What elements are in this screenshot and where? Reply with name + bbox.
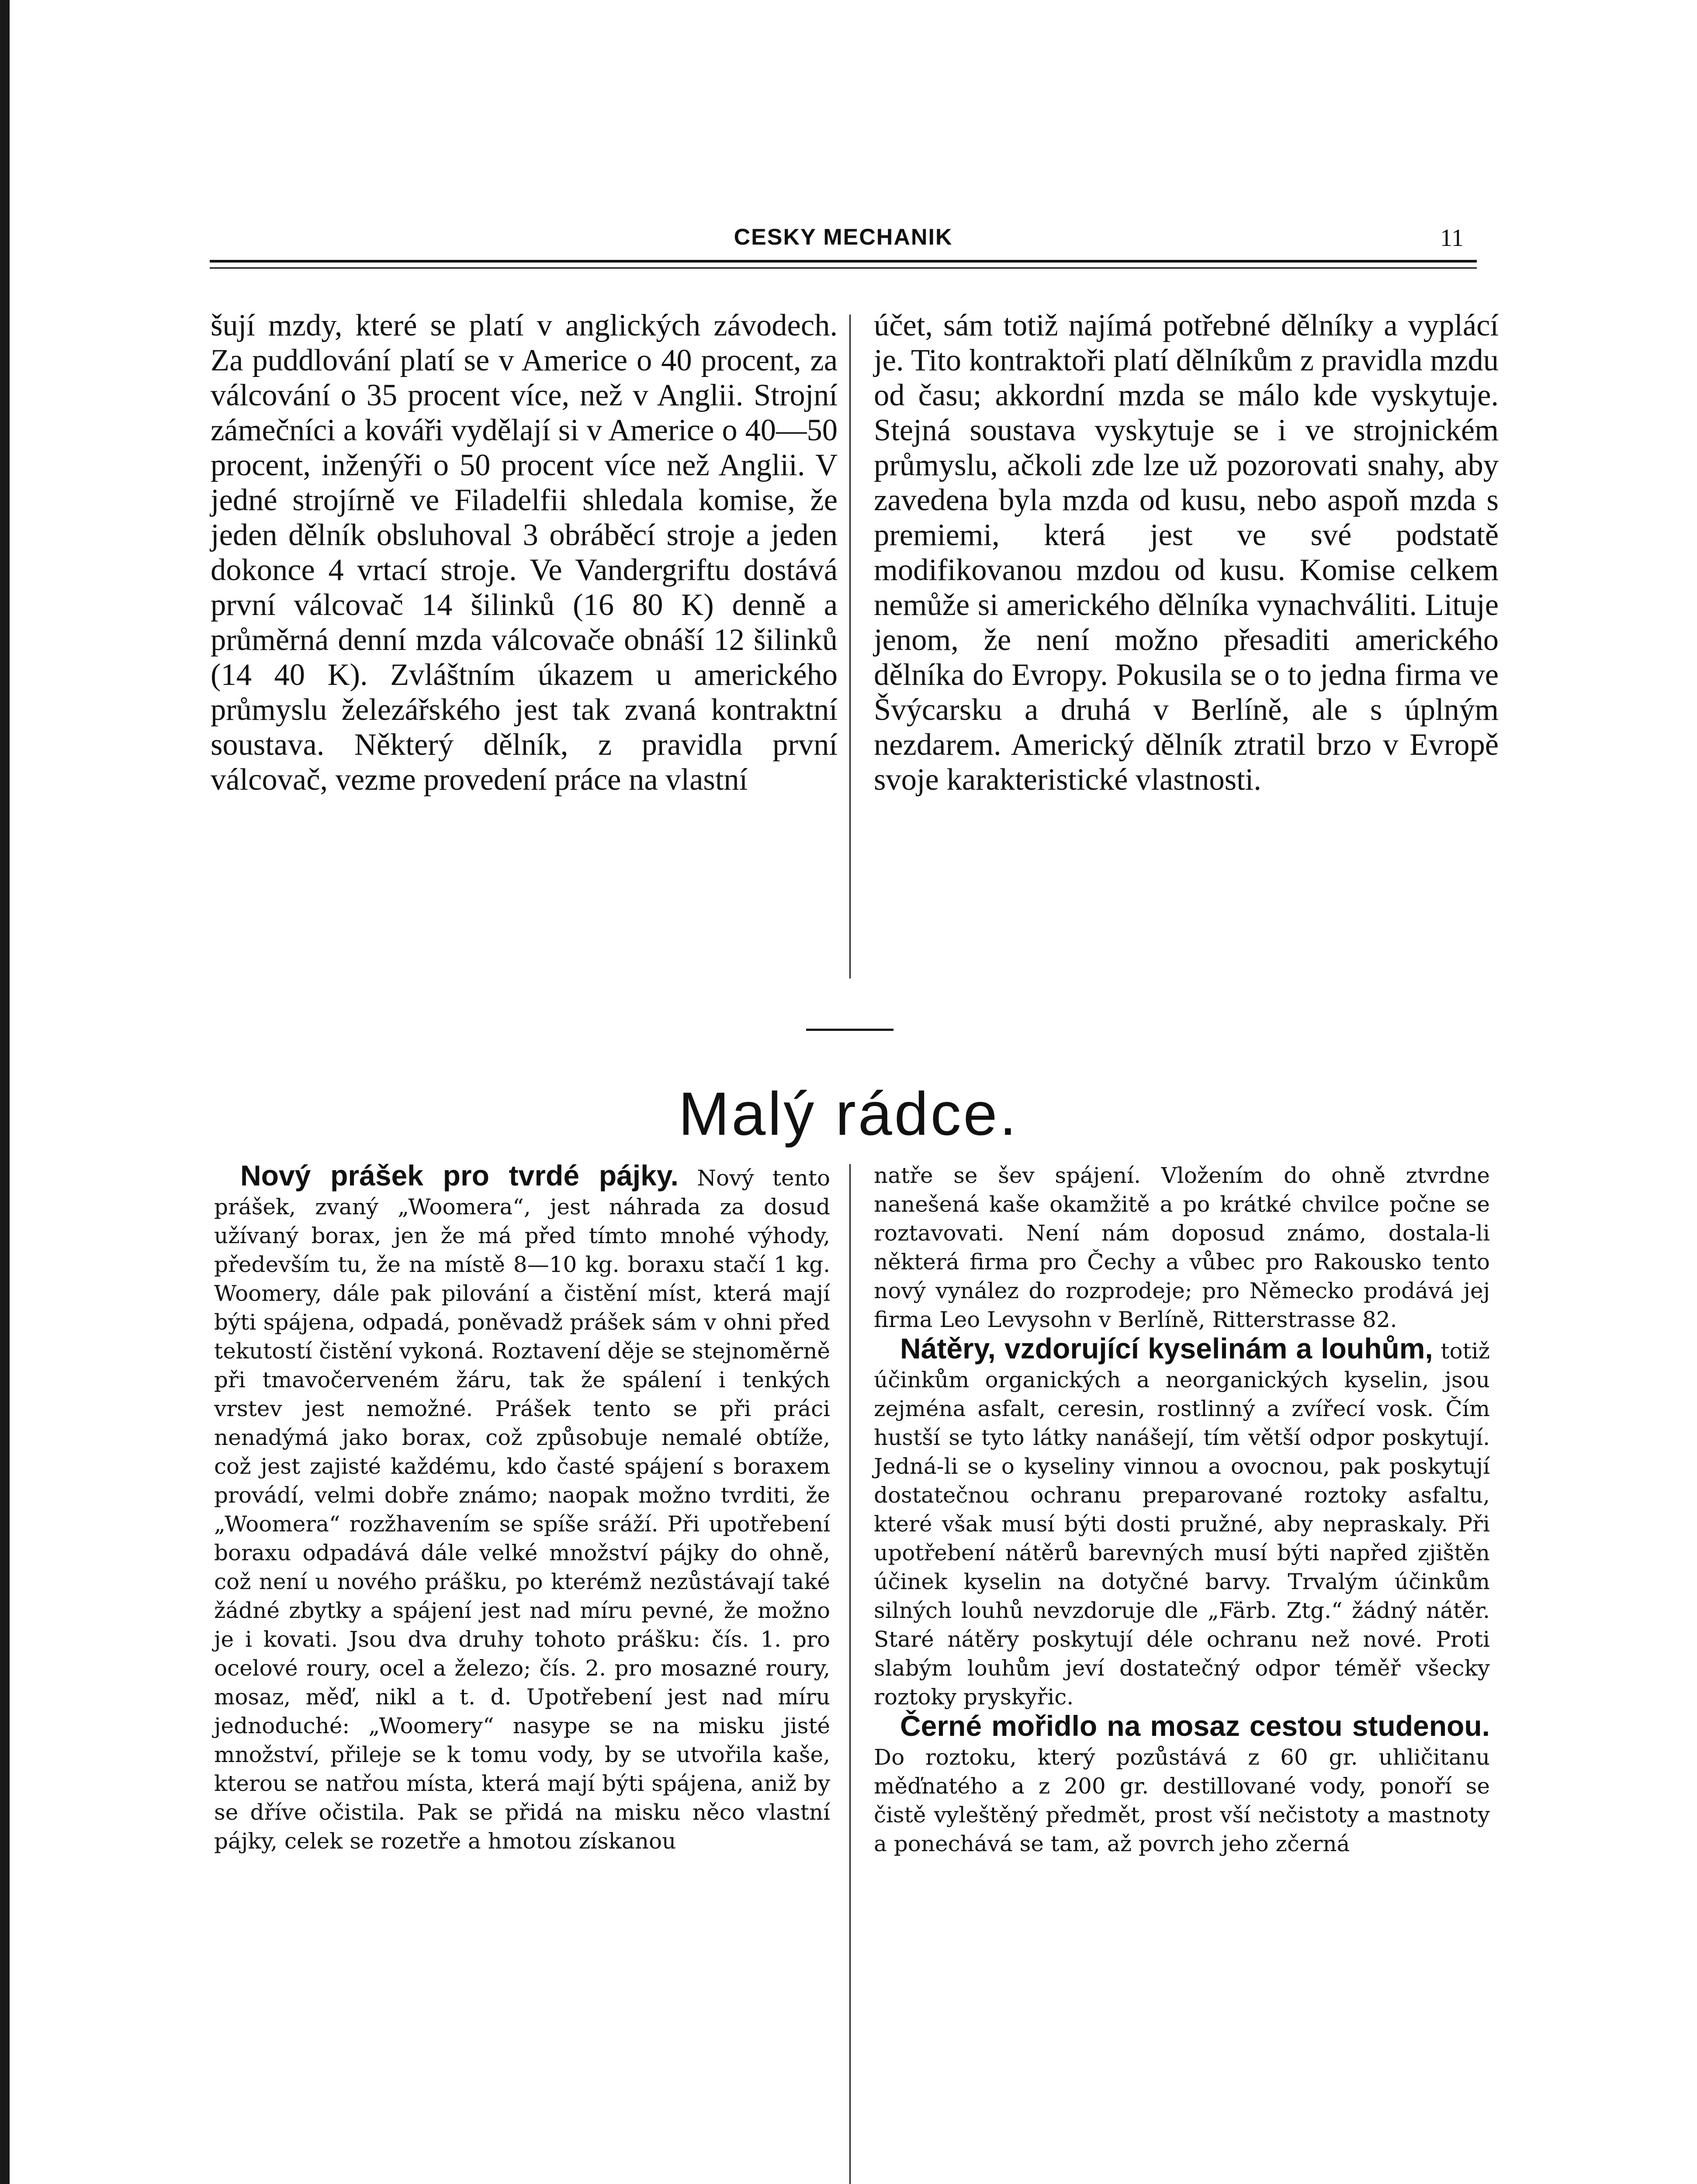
header-rule-bottom bbox=[210, 267, 1477, 269]
running-title: CESKY MECHANIK bbox=[734, 225, 953, 250]
item-text-black-stain: Do roztoku, který pozůstává z 60 gr. uhličitanu měďnatého a z 200 gr. destillované vody, ponoří se čistě vyleštěný předmět, prost vší nečistoty a mastnoty a ponechává se tam, až povrch jeho zčerná bbox=[874, 1745, 1490, 1856]
item-woomera-continued: natře se šev spájení. Vložením do ohně ztvrdne nanešená kaše okamžitě a po krátké chvilce počne se roztavovati. Není nám doposud známo, dostala-li některá firma pro Čechy a vůbec pro Rakousko tento nový vynález do rozprodeje; pro Německo prodává jej firma Leo Levysohn v Berlíně, Ritterstrasse 82. bbox=[874, 1163, 1490, 1332]
column-divider-top bbox=[849, 314, 851, 978]
left-column-bottom bbox=[214, 1161, 830, 1856]
item-heading-black-stain: Černé mořidlo na mosaz cestou studenou. bbox=[900, 1710, 1490, 1742]
column-divider-bottom bbox=[849, 1164, 851, 2184]
article-right-column: účet, sám totiž najímá potřebné dělníky a vyplácí je. Tito kontraktoři platí dělníkům z pravidla mzdu od času; akkordní mzda se málo kde vyskytuje. Stejná soustava vyskytuje se i ve strojnickém průmyslu, ačkoli zde lze už pozorovati snahy, aby zavedena byla mzda od kusu, nebo aspoň mzda s premiemi, která jest ve své podstatě modifikovanou mzdou od kusu. Komise celkem nemůže si amerického dělníka vynachváliti. Lituje jenom, že není možno přesaditi amerického dělníka do Evropy. Pokusila se o to jedna firma ve Švýcarsku a druhá v Berlíně, ale s úplným nezdarem. Americký dělník ztratil brzo v Evropě svoje karakteristické vlastnosti. bbox=[874, 308, 1499, 797]
page-header bbox=[210, 221, 1477, 256]
item-heading-coatings: Nátěry, vzdorující kyselinám a louhům, bbox=[900, 1332, 1433, 1365]
item-text-coatings: totiž účinkům organických a neorganických kyselin, jsou zejména asfalt, ceresin, rostlinný a zvířecí vosk. Čím hustší se tyto látky nanášejí, tím větší odpor poskytují. Jedná-li se o kyseliny vinnou a ovocnou, pak poskytují dostatečnou ochranu preparované roztoky asfaltu, které však musí býti dosti pružné, aby nepraskaly. Při upotřebení nátěrů barevných musí býti napřed zjištěn účinek kyselin na dotyčné barvy. Trvalým účinkům silných louhů nevzdoruje dle „Färb. Ztg.“ žádný nátěr. Staré nátěry poskytují déle ochranu než nové. Proti slabým louhům jeví dostatečný odpor téměř všecky roztoky pryskyřic. bbox=[874, 1338, 1490, 1710]
item-black-stain bbox=[874, 1711, 1490, 1858]
page-number: 11 bbox=[1440, 225, 1464, 252]
item-coatings bbox=[874, 1334, 1490, 1711]
item-text-woomera: Nový tento prášek, zvaný „Woomera“, jest náhrada za dosud užívaný borax, jen že má před tímto mnohé výhody, především tu, že na místě 8—10 kg. boraxu stačí 1 kg. Woomery, dále pak pilování a čistění míst, která mají býti spájena, odpadá, poněvadž prášek sám v ohni před tekutostí čistění vykoná. Roztavení děje se stejnoměrně při tmavočerveném žáru, tak že spálení i tenkých vrstev jest nemožné. Prášek tento se při práci nenadýmá jako borax, což způsobuje nemalé obtíže, což jest zajisté každému, kdo časté spájení s boraxem provádí, velmi dobře známo; naopak možno tvrditi, že „Woomera“ rozžhavením se spíše sráží. Při upotřebení boraxu odpadává dále velké množství pájky do ohně, což není u nového prášku, po kterémž nezůstávají také žádné zbytky a spájení jest nad míru pevné, že možno je i kovati. Jsou dva druhy tohoto prášku: čís. 1. pro ocelové roury, ocel a železo; čís. 2. pro mosazné roury, mosaz, měď, nikl a t. d. Upotřebení jest nad míru jednoduché: „Woomery“ nasype se na misku jisté množství, přileje se k tomu vody, by se utvořila kaše, kterou se natřou místa, která mají býti spájena, aniž by se dříve očistila. Pak se přidá na misku něco vlastní pájky, celek se rozetře a hmotou získanou bbox=[214, 1165, 830, 1854]
article-left-column: šují mzdy, které se platí v anglických závodech. Za puddlování platí se v Americe o 40 procent, za válcování o 35 procent více, než v Anglii. Strojní zámečníci a kováři vydělají si v Americe o 40—50 procent, inženýři o 50 procent více než Anglii. V jedné strojírně ve Filadelfii shledala komise, že jeden dělník obsluhoval 3 obráběcí stroje a jeden dokonce 4 vrtací stroje. Ve Vandergriftu dostává první válcovač 14 šilinků (16 80 K) denně a průměrná denní mzda válcovače obnáší 12 šilinků (14 40 K). Zvláštním úkazem u amerického průmyslu železářského jest tak zvaná kontraktní soustava. Některý dělník, z pravidla první válcovač, vezme provedení práce na vlastní bbox=[211, 308, 838, 797]
right-column-bottom bbox=[874, 1161, 1490, 1858]
item-woomera bbox=[214, 1161, 830, 1856]
section-title: Malý rádce. bbox=[678, 1079, 1019, 1148]
section-separator bbox=[806, 1029, 894, 1031]
item-heading-woomera: Nový prášek pro tvrdé pájky. bbox=[240, 1159, 679, 1192]
header-rule-top bbox=[210, 260, 1477, 263]
